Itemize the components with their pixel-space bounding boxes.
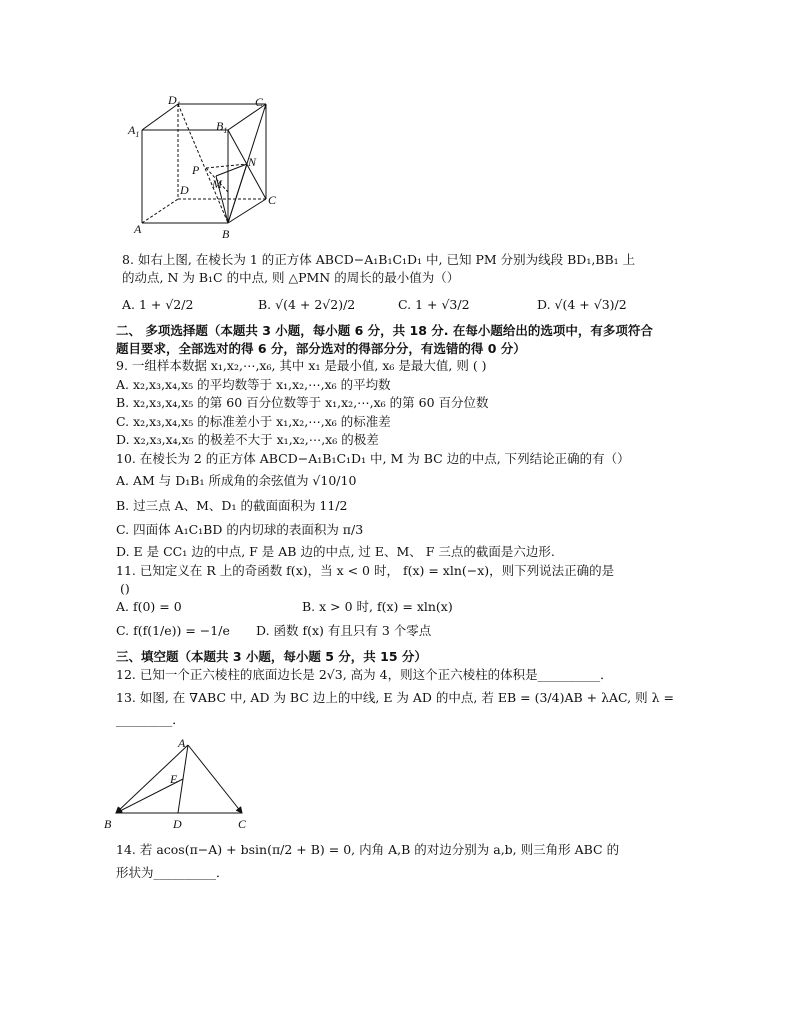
label-c: C [268,193,277,207]
q9-stem: 9. 一组样本数据 x₁,x₂,⋯,x₆, 其中 x₁ 是最小值, x₆ 是最大值, 则 ( ) [116,358,487,373]
label-m: M [212,177,222,191]
q11-option-c: C. f(f(1/e)) = −1/e [116,623,230,638]
q11-paren: () [120,581,130,596]
q8-option-c: C. 1 + √3/2 [398,297,470,312]
tri-label-c: C [238,817,247,831]
q8-option-a: A. 1 + √2/2 [122,297,194,312]
q9-option-c: C. x₂,x₃,x₄,x₅ 的标准差小于 x₁,x₂,⋯,x₆ 的标准差 [116,414,391,429]
q10-option-c: C. 四面体 A₁C₁BD 的内切球的表面积为 π/3 [116,522,364,537]
q13-line1: 13. 如图, 在 ∇ABC 中, AD 为 BC 边上的中线, E 为 AD 的中点, 若 EB = (3/4)AB + λAC, 则 λ = [116,690,674,705]
question-12: 12. 已知一个正六棱柱的底面边长是 2√3, 高为 4，则这个正六棱柱的体积是__________． [116,667,613,682]
label-p: P [192,163,200,177]
tri-label-a: A [178,736,186,750]
q9-option-d: D. x₂,x₃,x₄,x₅ 的极差不大于 x₁,x₂,⋯,x₆ 的极差 [116,432,379,447]
label-d: D [180,183,189,197]
label-b1: $B_1$ [216,119,228,135]
section2-header-line1: 二、 多项选择题（本题共 3 小题，每小题 6 分，共 18 分. 在每小题给出的选项中，有多项符合 [116,323,653,338]
cube-figure [120,92,290,242]
q9-option-a: A. x₂,x₃,x₄,x₅ 的平均数等于 x₁,x₂,⋯,x₆ 的平均数 [116,377,391,392]
label-a: A [134,222,142,236]
section3-header: 三、填空题（本题共 3 小题，每小题 5 分，共 15 分） [116,649,427,664]
q10-option-d: D. E 是 CC₁ 边的中点, F 是 AB 边的中点, 过 E、M、 F 三点的截面是六边形. [116,544,555,559]
label-b: B [222,227,230,241]
triangle-figure [100,735,260,835]
q8-line2: 的动点, N 为 B₁C 的中点, 则 △PMN 的周长的最小值为（） [122,270,460,285]
q14-line2: 形状为__________． [116,865,229,880]
q10-option-a: A. AM 与 D₁B₁ 所成角的余弦值为 √10/10 [116,473,357,488]
q8-option-b: B. √(4 + 2√2)/2 [258,297,356,312]
q11-option-a: A. f(0) = 0 [116,599,182,614]
label-d1: $D_1$ [168,93,181,109]
q14-line1: 14. 若 acos(π−A) + bsin(π/2 + B) = 0, 内角 A,B 的对边分别为 a,b, 则三角形 ABC 的 [116,842,620,857]
label-a1: $A_1$ [128,123,140,139]
q8-line1: 8. 如右上图, 在棱长为 1 的正方体 ABCD−A₁B₁C₁D₁ 中, 已知 PM 分别为线段 BD₁,BB₁ 上 [122,252,636,267]
tri-label-b: B [104,817,112,831]
q10-stem: 10. 在棱长为 2 的正方体 ABCD−A₁B₁C₁D₁ 中, M 为 BC 边的中点, 下列结论正确的有（） [116,451,630,466]
q10-option-b: B. 过三点 A、M、D₁ 的截面面积为 11/2 [116,498,348,513]
q8-option-d: D. √(4 + √3)/2 [537,297,627,312]
tri-label-d: D [173,817,182,831]
q13-line2: _________． [116,712,185,727]
q9-option-b: B. x₂,x₃,x₄,x₅ 的第 60 百分位数等于 x₁,x₂,⋯,x₆ 的第 60 百分位数 [116,395,489,410]
label-n: N [248,155,257,169]
q11-option-b: B. x > 0 时, f(x) = xln(x) [302,599,453,614]
section2-header-line2: 题目要求，全部选对的得 6 分，部分选对的得部分分，有选错的得 0 分） [116,341,526,356]
label-c1: $C_1$ [255,95,268,111]
q11-stem: 11. 已知定义在 R 上的奇函数 f(x)，当 x < 0 时， f(x) = xln(−x)，则下列说法正确的是 [116,563,615,578]
tri-label-e: E [170,772,178,786]
q11-option-d: D. 函数 f(x) 有且只有 3 个零点 [256,623,432,638]
